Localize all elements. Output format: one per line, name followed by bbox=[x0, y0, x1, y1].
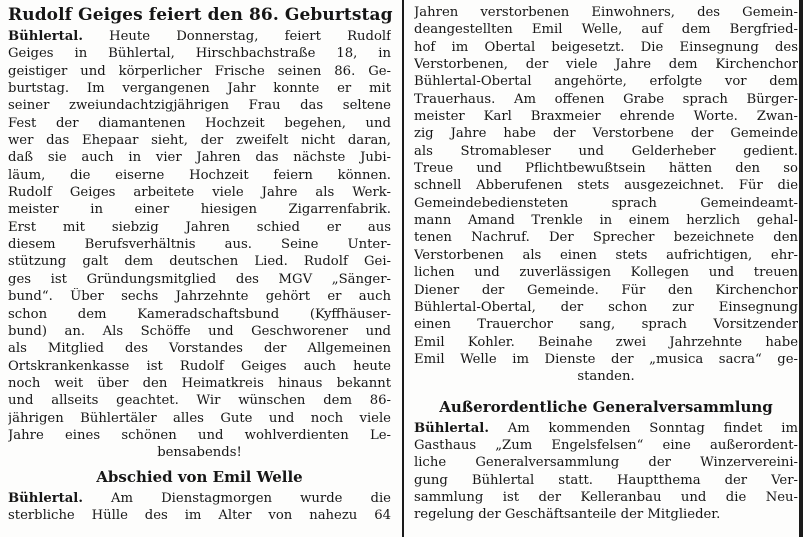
article-line: Verstorbenen als einen stets aufrichtigen, ehr- bbox=[414, 247, 798, 263]
article-line: Geiges in Bühlertal, Hirschbachstraße 18, in bbox=[8, 46, 391, 62]
article-line: läum, die eiserne Hochzeit feiern können. bbox=[8, 167, 391, 183]
article-line: und allseits geachtet. Wir wünschen dem 86- bbox=[8, 393, 391, 409]
article-line: schon dem Kameradschaftsbund (Kyffhäuser- bbox=[8, 306, 391, 322]
article-line: Emil Kohler. Beinahe zwei Jahrzehnte habe bbox=[414, 334, 798, 350]
article-line: meister Karl Braxmeier ehrende Worte. Zwan- bbox=[414, 109, 798, 125]
article-line: jährigen Bühlertäler alles Gute und noch viele bbox=[8, 410, 391, 426]
article-headline-obituary: Abschied von Emil Welle bbox=[96, 467, 303, 486]
article-line: regelung der Geschäftsanteile der Mitglieder. bbox=[414, 507, 721, 523]
article-line: tenen Nachruf. Der Sprecher bezeichnete den bbox=[414, 230, 798, 246]
article-line: Bühlertal. Heute Donnerstag, feiert Rudolf bbox=[8, 29, 391, 44]
article-line: Treue und Pflichtbewußtsein hätten den so bbox=[414, 161, 798, 177]
column-rule bbox=[402, 0, 404, 537]
article-line: Ortskrankenkasse ist Rudolf Geiges auch heute bbox=[8, 358, 391, 374]
article-line: stützung galt dem deutschen Lied. Rudolf Gei- bbox=[8, 254, 391, 270]
article-line: meister in einer hiesigen Zigarrenfabrik. bbox=[8, 202, 391, 218]
article-line: Bühlertal-Obertal angehörte, erfolgte vor dem bbox=[414, 74, 798, 90]
article-line: zig Jahre habe der Verstorbene der Gemeinde bbox=[414, 126, 798, 142]
article-line: Rudolf Geiges arbeitete viele Jahre als Werk- bbox=[8, 185, 391, 201]
article-line: daß sie auch in vier Jahren das nächste Jubi- bbox=[8, 150, 391, 166]
article-line: Erst mit siebzig Jahren schied er aus bbox=[8, 219, 391, 235]
article-line: noch weit über den Heimatkreis hinaus bekannt bbox=[8, 375, 391, 391]
article-line: Trauerhaus. Am offenen Grabe sprach Bürger- bbox=[414, 91, 798, 107]
article-line: Fest der diamantenen Hochzeit begehen, und bbox=[8, 115, 391, 131]
article-line: Verstorbenen, der viele Jahre dem Kirchenchor bbox=[414, 57, 798, 73]
article-line: mann Amand Trenkle in einem herzlich gehal- bbox=[414, 213, 798, 229]
article-body-obituary-start bbox=[8, 490, 391, 525]
article-line: als Stromableser und Gelderheber gedient. bbox=[414, 143, 798, 159]
article-line: als Mitglied des Vorstandes der Allgemeinen bbox=[8, 341, 391, 357]
article-body-assembly bbox=[414, 420, 798, 524]
article-line: Emil Welle im Dienste der „musica sacra“ ge- bbox=[414, 351, 798, 367]
article-line: bund) an. Als Schöffe und Geschworener und bbox=[8, 323, 391, 339]
article-line: standen. bbox=[577, 369, 635, 385]
article-dateline: Bühlertal. bbox=[8, 29, 83, 44]
article-line: bensabends! bbox=[157, 445, 242, 461]
article-line: seiner zweiundachtzigjährigen Frau das seltene bbox=[8, 98, 391, 114]
article-line: Gemeindebediensteten sprach Gemeindeamt- bbox=[414, 195, 798, 211]
article-line: sterbliche Hülle des im Alter von nahezu 64 bbox=[8, 507, 391, 523]
article-line: schnell Abberufenen stets ausgezeichnet. Für die bbox=[414, 178, 798, 194]
article-line: geistiger und körperlicher Frische seinen 86. Ge- bbox=[8, 63, 391, 79]
article-dateline: Bühlertal. bbox=[414, 420, 489, 436]
article-line: Gasthaus „Zum Engelsfelsen“ eine außerordent- bbox=[414, 437, 798, 453]
article-line: Bühlertal. Am Dienstagmorgen wurde die bbox=[8, 490, 391, 506]
article-line: diesem Berufsverhältnis aus. Seine Unter- bbox=[8, 237, 391, 253]
article-body-obituary-continued bbox=[414, 4, 798, 386]
article-dateline: Bühlertal. bbox=[8, 490, 83, 506]
article-line: gung Bühlertal statt. Hauptthema der Ver- bbox=[414, 472, 798, 488]
article-line: einen Trauerchor sang, sprach Vorsitzender bbox=[414, 317, 798, 333]
article-line: Jahren verstorbenen Einwohners, des Gemein- bbox=[414, 5, 798, 20]
article-headline-assembly: Außerordentliche Generalversammlung bbox=[439, 397, 773, 416]
article-line: deangestellten Emil Welle, auf dem Bergfried- bbox=[414, 22, 798, 38]
article-line: liche Generalversammlung der Winzervereini- bbox=[414, 455, 798, 471]
article-line: lichen und zuverlässigen Kollegen und treuen bbox=[414, 265, 798, 281]
article-line: Bühlertal. Am kommenden Sonntag findet im bbox=[414, 420, 798, 436]
article-line: Diener der Gemeinde. Für den Kirchenchor bbox=[414, 282, 798, 298]
article-line: wer das Ehepaar sieht, der zweifelt nicht daran, bbox=[8, 133, 391, 149]
clipping-edge bbox=[799, 0, 803, 537]
article-line: bund“. Über sechs Jahrzehnte gehört er auch bbox=[8, 289, 391, 305]
article-line: hof im Obertal beigesetzt. Die Einsegnung des bbox=[414, 39, 798, 55]
article-line: ges ist Gründungsmitglied des MGV „Sänger- bbox=[8, 271, 391, 287]
article-line: Jahre eines schönen und wohlverdienten Le- bbox=[8, 427, 391, 443]
right-column bbox=[414, 4, 798, 524]
left-column bbox=[8, 4, 391, 524]
article-line: sammlung ist der Kelleranbau und die Neu- bbox=[414, 489, 798, 505]
article-line: burtstag. Im vergangenen Jahr konnte er mit bbox=[8, 81, 391, 97]
article-headline-birthday: Rudolf Geiges feiert den 86. Geburtstag bbox=[8, 5, 393, 25]
article-line: Bühlertal-Obertal, der schon zur Einsegnung bbox=[414, 299, 798, 315]
article-body-birthday bbox=[8, 28, 391, 462]
